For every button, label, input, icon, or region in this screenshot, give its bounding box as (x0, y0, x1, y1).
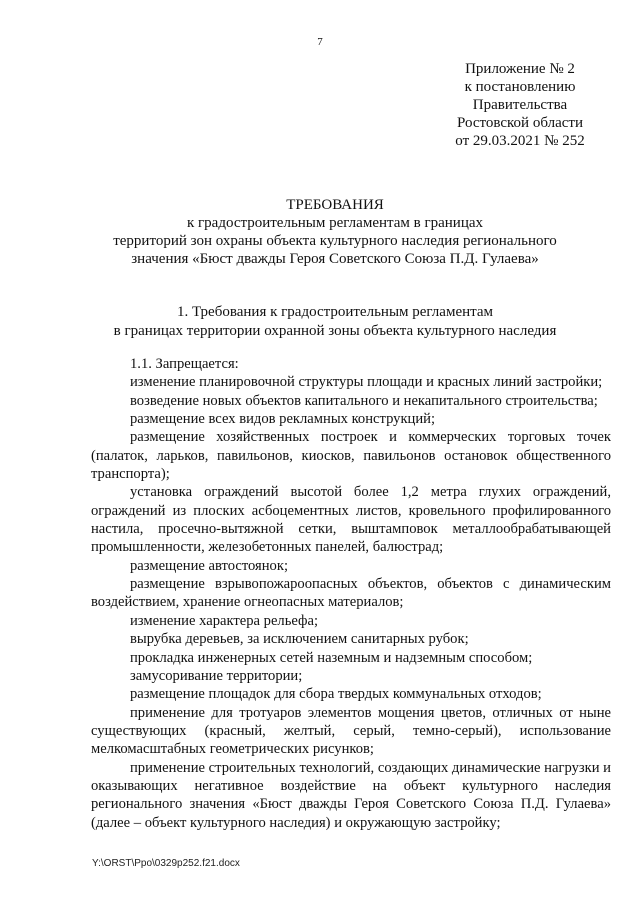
list-item: возведение новых объектов капитального и некапитального строительства; (130, 392, 598, 409)
list-item: прокладка инженерных сетей наземным и надземным способом; (130, 649, 533, 666)
page-number: 7 (317, 36, 323, 48)
title-line: к градостроительным регламентам в границах (186, 215, 484, 231)
list-item: размещение хозяйственных построек и коммерческих торговых точек (палаток, ларьков, павильонов, киосков, павильонов остановок общественного транспорта); (91, 429, 611, 483)
list-item: изменение планировочной структуры площади и красных линий застройки; (130, 374, 603, 391)
list-item: установка ограждений высотой более 1,2 метра глухих ограждений, ограждений из плоских асбоцементных листов, кровельного профилированного настила, просечно-вытяжной сетки, выштамповок металлообрабатывающей промышленности, железобетонных панелей, балюстрад; (91, 484, 611, 556)
list-item: применение для тротуаров элементов мощения цветов, отличных от ныне существующих (красный, желтый, серый, темно-серый), использование мелкомасштабных геометрических рисунков; (91, 704, 611, 758)
section-heading-line: 1. Требования к градостроительным регламентам (176, 304, 494, 320)
annex-line: от 29.03.2021 № 252 (455, 133, 585, 149)
title-line: территорий зон охраны объекта культурного наследия регионального (113, 233, 557, 249)
annex-line: Ростовской области (457, 115, 583, 131)
annex-block (430, 60, 610, 150)
list-item: применение строительных технологий, создающих динамические нагрузки и оказывающих негативное воздействие на объект культурного наследия регионального значения «Бюст дважды Героя Советского Союза П.Д. Гулаева» (далее – объект культурного наследия) и окружающую застройку; (91, 759, 611, 831)
title-line: значения «Бюст дважды Героя Советского Союза П.Д. Гулаева» (131, 251, 539, 267)
list-item: размещение площадок для сбора твердых коммунальных отходов; (130, 686, 542, 703)
annex-line: Приложение № 2 (465, 61, 575, 77)
clause-heading: 1.1. Запрещается: (130, 356, 239, 372)
document-title (100, 196, 570, 268)
list-item: размещение автостоянок; (130, 557, 289, 574)
list-item: размещение всех видов рекламных конструкций; (130, 411, 436, 428)
annex-line: Правительства (472, 97, 568, 113)
title-heading: ТРЕБОВАНИЯ (286, 197, 384, 213)
section-heading (100, 303, 570, 341)
list-item: размещение взрывопожароопасных объектов, объектов с динамическим воздействием, хранение огнеопасных материалов; (91, 576, 611, 611)
file-path-footer: Y:\ORST\Ppo\0329p252.f21.docx (92, 858, 240, 869)
section-body (91, 355, 611, 832)
annex-line: к постановлению (464, 79, 576, 95)
section-heading-line: в границах территории охранной зоны объекта культурного наследия (113, 323, 557, 339)
list-item: изменение характера рельефа; (130, 612, 319, 629)
list-item: вырубка деревьев, за исключением санитарных рубок; (130, 631, 469, 648)
list-item: замусоривание территории; (130, 667, 303, 684)
